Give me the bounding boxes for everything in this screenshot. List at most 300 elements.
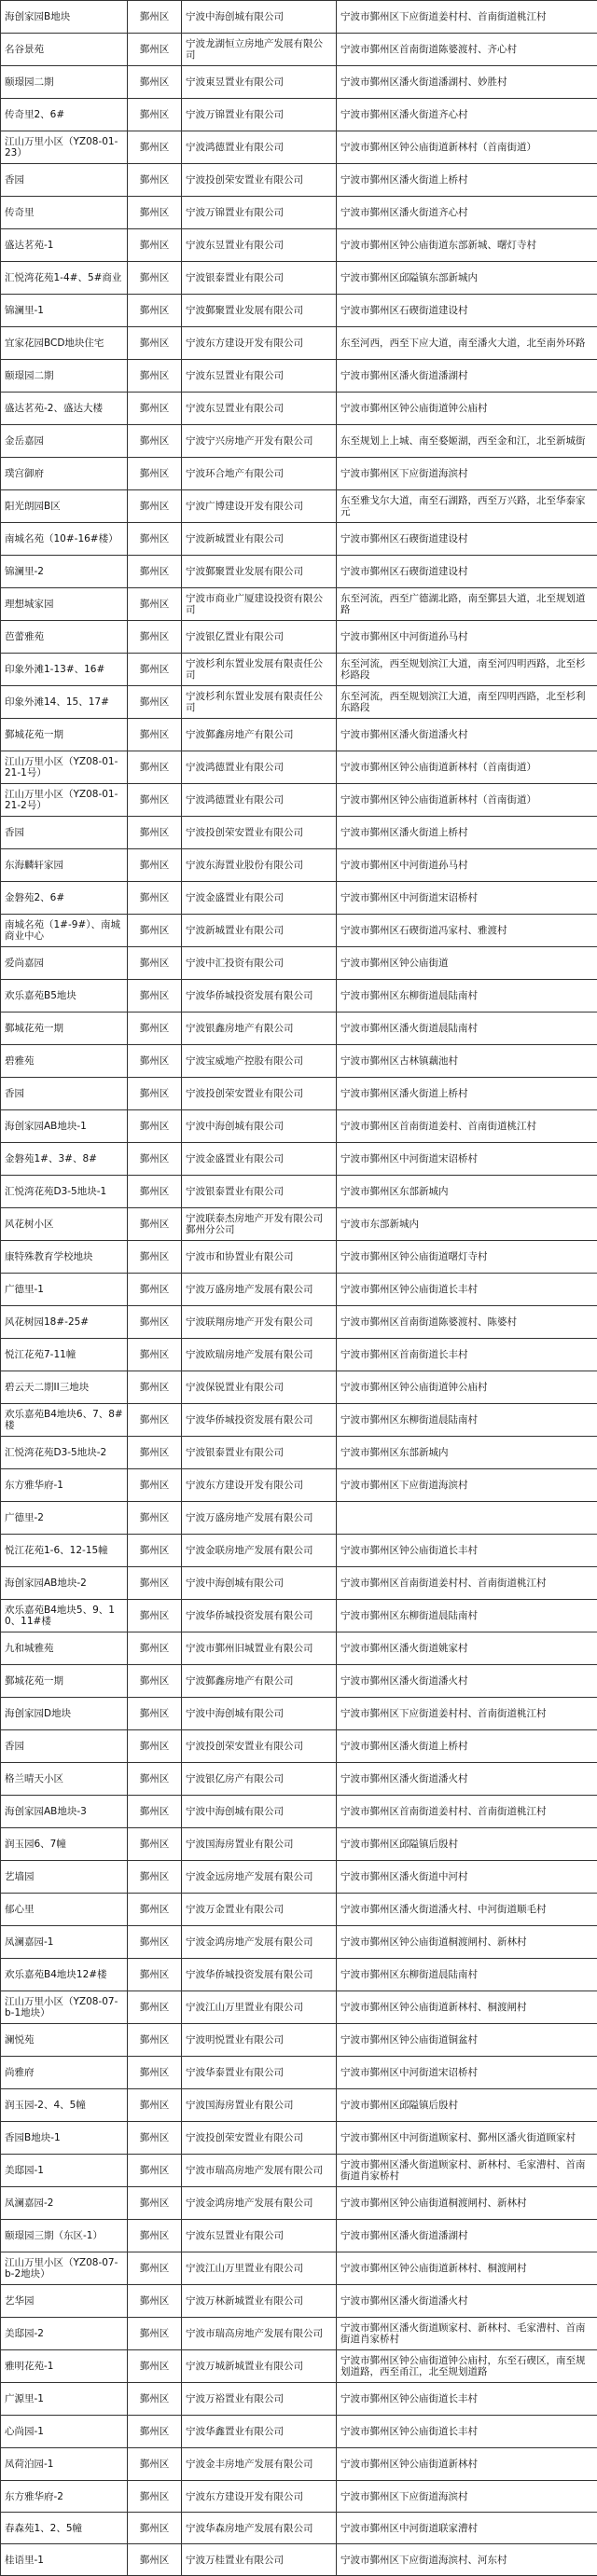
project-name-cell: 鄞城花苑一期	[1, 1665, 128, 1698]
developer-cell: 宁波中海创城有限公司	[182, 1567, 337, 1600]
location-cell: 宁波市鄞州区东柳街道晨陆南村	[337, 1959, 597, 1991]
district-cell: 鄞州区	[128, 882, 182, 915]
developer-cell: 宁波万盛房地产发展有限公司	[182, 1502, 337, 1535]
table-row	[1, 1632, 597, 1665]
location-cell: 东至规划上上城、南至婺姬湖，西至金和江，北至新城街	[337, 425, 597, 458]
district-cell: 鄞州区	[128, 784, 182, 817]
project-name-cell: 广源里-1	[1, 2383, 128, 2416]
location-cell: 宁波市鄞州区钟公庙街道新林村	[337, 2448, 597, 2481]
developer-cell: 宁波华侨城投资发展有限公司	[182, 1959, 337, 1991]
district-cell: 鄞州区	[128, 817, 182, 849]
project-name-cell: 颐璟园二期	[1, 66, 128, 99]
location-cell: 东至河流，西至规划滨江大道，南至河四明西路，北至杉杉路段	[337, 654, 597, 686]
table-row	[1, 1959, 597, 1991]
project-name-cell: 欢乐嘉苑B4地块6、7、8#楼	[1, 1404, 128, 1437]
developer-cell: 宁波市瑞高房地产发展有限公司	[182, 2155, 337, 2187]
project-name-cell: 名谷景苑	[1, 34, 128, 66]
location-cell: 宁波市鄞州区中河街道宋诏桥村	[337, 2057, 597, 2089]
table-row	[1, 1176, 597, 1208]
project-name-cell: 汇悦湾花苑D3-5地块-2	[1, 1437, 128, 1469]
location-cell: 宁波市鄞州区潘火街道上桥村	[337, 1730, 597, 1763]
location-cell: 宁波市鄞州区石碶街道建设村	[337, 556, 597, 588]
project-name-cell: 颐璟园二期	[1, 360, 128, 393]
district-cell: 鄞州区	[128, 1502, 182, 1535]
location-cell: 宁波市鄞州区首南街道陈婆渡村、齐心村	[337, 34, 597, 66]
project-name-cell: 盛达茗苑-1	[1, 229, 128, 262]
district-cell: 鄞州区	[128, 1600, 182, 1632]
project-name-cell: 欢乐嘉苑B4地块5、9、10、11#楼	[1, 1600, 128, 1632]
developer-cell: 宁波东方建设开发有限公司	[182, 327, 337, 360]
location-cell: 宁波市鄞州区中河街道联家漕村	[337, 2513, 597, 2544]
table-row	[1, 719, 597, 751]
district-cell: 鄞州区	[128, 458, 182, 490]
location-cell: 宁波市东部新城内	[337, 1208, 597, 1241]
district-cell: 鄞州区	[128, 2481, 182, 2513]
developer-cell: 宁波宝威地产控股有限公司	[182, 1045, 337, 1078]
district-cell: 鄞州区	[128, 621, 182, 654]
district-cell: 鄞州区	[128, 1665, 182, 1698]
developer-cell: 宁波华侨城投资发展有限公司	[182, 1404, 337, 1437]
table-row	[1, 1535, 597, 1567]
project-name-cell: 雅明花苑-1	[1, 2350, 128, 2383]
location-cell: 宁波市鄞州区潘火街道潘火村	[337, 1763, 597, 1796]
district-cell: 鄞州区	[128, 556, 182, 588]
district-cell: 鄞州区	[128, 1208, 182, 1241]
location-cell: 宁波市鄞州区潘火街道潘湖村	[337, 360, 597, 393]
developer-cell: 宁波银鑫房地产有限公司	[182, 1012, 337, 1045]
location-cell: 宁波市鄞州区潘火街道潘火村	[337, 719, 597, 751]
table-row	[1, 2544, 597, 2576]
location-cell: 宁波市鄞州区东柳街道晨陆南村	[337, 980, 597, 1012]
district-cell: 鄞州区	[128, 1371, 182, 1404]
district-cell: 鄞州区	[128, 1567, 182, 1600]
table-row	[1, 556, 597, 588]
table-row	[1, 1730, 597, 1763]
district-cell: 鄞州区	[128, 2057, 182, 2089]
project-name-cell: 东方雅华府-2	[1, 2481, 128, 2513]
table-row	[1, 131, 597, 164]
table-row	[1, 425, 597, 458]
district-cell: 鄞州区	[128, 588, 182, 621]
project-name-cell: 盛达茗苑-2、盛达大楼	[1, 393, 128, 425]
location-cell: 宁波市鄞州区潘火街道上桥村	[337, 164, 597, 197]
district-cell: 鄞州区	[128, 915, 182, 947]
location-cell: 宁波市鄞州区钟公庙街道长丰村	[337, 1535, 597, 1567]
location-cell: 宁波市鄞州区首南街道姜村村、首南街道桃江村	[337, 1567, 597, 1600]
table-row	[1, 1763, 597, 1796]
developer-cell: 宁波江山万里置业有限公司	[182, 2252, 337, 2285]
project-name-cell: 南城名苑（10#-16#楼）	[1, 523, 128, 556]
table-row	[1, 327, 597, 360]
project-name-cell: 海创家园AB地块-2	[1, 1567, 128, 1600]
developer-cell: 宁波华侨城投资发展有限公司	[182, 980, 337, 1012]
district-cell: 鄞州区	[128, 1535, 182, 1567]
location-cell: 宁波市鄞州区东部新城内	[337, 1176, 597, 1208]
developer-cell: 宁波金远房地产发展有限公司	[182, 1861, 337, 1894]
table-row	[1, 490, 597, 523]
project-name-cell: 金磐苑1#、3#、8#	[1, 1143, 128, 1176]
district-cell: 鄞州区	[128, 719, 182, 751]
location-cell: 宁波市鄞州区首南街道姜村、首南街道桃江村	[337, 1110, 597, 1143]
location-cell: 宁波市鄞州区首南街道姜村村、首南街道桃江村	[337, 1796, 597, 1828]
table-row	[1, 2318, 597, 2350]
developer-cell: 宁波万桂置业有限公司	[182, 2544, 337, 2576]
project-name-cell: 美邸园-1	[1, 2155, 128, 2187]
table-row	[1, 393, 597, 425]
location-cell	[337, 1502, 597, 1535]
table-row	[1, 458, 597, 490]
project-name-cell: 海创家园B地块	[1, 1, 128, 34]
project-name-cell: 东海麟轩家园	[1, 849, 128, 882]
table-row	[1, 654, 597, 686]
project-name-cell: 九和城雅苑	[1, 1632, 128, 1665]
table-row	[1, 1012, 597, 1045]
table-row	[1, 1371, 597, 1404]
table-row	[1, 295, 597, 327]
developer-cell: 宁波鸿德置业有限公司	[182, 784, 337, 817]
table-row	[1, 2220, 597, 2252]
location-cell: 宁波市鄞州区古林镇藕池村	[337, 1045, 597, 1078]
location-cell: 宁波市鄞州区潘火街道上桥村	[337, 817, 597, 849]
developer-cell: 宁波华泰置业有限公司	[182, 2057, 337, 2089]
developer-cell: 宁波市和协置业有限公司	[182, 1241, 337, 1274]
location-cell: 宁波市鄞州区潘火街道晨陆南村	[337, 1012, 597, 1045]
developer-cell: 宁波国海房置业有限公司	[182, 2089, 337, 2122]
district-cell: 鄞州区	[128, 1698, 182, 1730]
district-cell: 鄞州区	[128, 1763, 182, 1796]
developer-cell: 宁波银泰置业有限公司	[182, 262, 337, 295]
district-cell: 鄞州区	[128, 1012, 182, 1045]
project-name-cell: 春森苑1、2、5幢	[1, 2513, 128, 2544]
district-cell: 鄞州区	[128, 2285, 182, 2318]
developer-cell: 宁波华鑫置业有限公司	[182, 2416, 337, 2448]
district-cell: 鄞州区	[128, 1045, 182, 1078]
project-name-cell: 澜悦苑	[1, 2024, 128, 2057]
project-name-cell: 心尚园-1	[1, 2416, 128, 2448]
project-name-cell: 鄞城花苑一期	[1, 1012, 128, 1045]
location-cell: 宁波市鄞州区下应街道海滨村	[337, 458, 597, 490]
project-name-cell: 香园	[1, 1730, 128, 1763]
project-name-cell: 凤澜嘉园-2	[1, 2187, 128, 2220]
district-cell: 鄞州区	[128, 34, 182, 66]
location-cell: 宁波市鄞州区邱隘镇后殷村	[337, 1828, 597, 1861]
district-cell: 鄞州区	[128, 1730, 182, 1763]
district-cell: 鄞州区	[128, 686, 182, 719]
developer-cell: 宁波投创荣安置业有限公司	[182, 1730, 337, 1763]
table-row	[1, 262, 597, 295]
district-cell: 鄞州区	[128, 425, 182, 458]
developer-cell: 宁波金联房地产发展有限公司	[182, 1535, 337, 1567]
table-row	[1, 2057, 597, 2089]
table-row	[1, 2416, 597, 2448]
location-cell: 宁波市鄞州区中河街道孙马村	[337, 621, 597, 654]
district-cell: 鄞州区	[128, 1110, 182, 1143]
district-cell: 鄞州区	[128, 1078, 182, 1110]
table-row	[1, 1208, 597, 1241]
district-cell: 鄞州区	[128, 849, 182, 882]
district-cell: 鄞州区	[128, 1306, 182, 1339]
table-row	[1, 1469, 597, 1502]
location-cell: 宁波市鄞州区钟公庙街道钟公庙村，东至石碶区，南至规划道路，西至甬江，北至规划道路	[337, 2350, 597, 2383]
location-cell: 宁波市鄞州区钟公庙街道新林村（首南街道）	[337, 784, 597, 817]
table-row	[1, 2089, 597, 2122]
developer-cell: 宁波龙湖恒立房地产发展有限公司	[182, 34, 337, 66]
district-cell: 鄞州区	[128, 2220, 182, 2252]
project-name-cell: 润玉园6、7幢	[1, 1828, 128, 1861]
location-cell: 宁波市鄞州区石碶街道冯家村、雅渡村	[337, 915, 597, 947]
table-row	[1, 1143, 597, 1176]
project-name-cell: 东方雅华府-1	[1, 1469, 128, 1502]
project-name-cell: 格兰晴天小区	[1, 1763, 128, 1796]
district-cell: 鄞州区	[128, 2024, 182, 2057]
developer-cell: 宁波银亿置业有限公司	[182, 621, 337, 654]
developer-cell: 宁波中海创城有限公司	[182, 1796, 337, 1828]
project-name-cell: 康特殊教育学校地块	[1, 1241, 128, 1274]
district-cell: 鄞州区	[128, 2187, 182, 2220]
developer-cell: 宁波万裕置业有限公司	[182, 2383, 337, 2416]
district-cell: 鄞州区	[128, 1404, 182, 1437]
developer-cell: 宁波银泰置业有限公司	[182, 1437, 337, 1469]
developer-cell: 宁波新城置业有限公司	[182, 523, 337, 556]
location-cell: 宁波市鄞州区钟公庙街道曙灯寺村	[337, 1241, 597, 1274]
location-cell: 宁波市鄞州区首南街道长丰村	[337, 1339, 597, 1371]
location-cell: 宁波市鄞州区钟公庙街道长丰村	[337, 2416, 597, 2448]
location-cell: 宁波市鄞州区下应街道海滨村	[337, 2481, 597, 2513]
table-row	[1, 1894, 597, 1926]
project-name-cell: 香园	[1, 1078, 128, 1110]
developer-cell: 宁波鸿德置业有限公司	[182, 751, 337, 784]
project-name-cell: 颐璟园三期（东区-1）	[1, 2220, 128, 2252]
location-cell: 宁波市鄞州区东部新城内	[337, 1437, 597, 1469]
project-name-cell: 香园	[1, 817, 128, 849]
table-row	[1, 1339, 597, 1371]
district-cell: 鄞州区	[128, 2155, 182, 2187]
project-name-cell: 锦澜里-1	[1, 295, 128, 327]
project-name-cell: 碧雅苑	[1, 1045, 128, 1078]
district-cell: 鄞州区	[128, 1926, 182, 1959]
table-row	[1, 2383, 597, 2416]
developer-cell: 宁波杉利东置业发展有限责任公司	[182, 654, 337, 686]
table-row	[1, 1698, 597, 1730]
table-row	[1, 1, 597, 34]
district-cell: 鄞州区	[128, 164, 182, 197]
project-name-cell: 润玉园-2、4、5幢	[1, 2089, 128, 2122]
developer-cell: 宁波保锐置业有限公司	[182, 1371, 337, 1404]
developer-cell: 宁波东方建设开发有限公司	[182, 2481, 337, 2513]
project-name-cell: 海创家园D地块	[1, 1698, 128, 1730]
developer-cell: 宁波东昱置业有限公司	[182, 2220, 337, 2252]
table-row	[1, 1991, 597, 2024]
project-name-cell: 欢乐嘉苑B4地块12#楼	[1, 1959, 128, 1991]
project-name-cell: 艺墙园	[1, 1861, 128, 1894]
developer-cell: 宁波市瑞高房地产发展有限公司	[182, 2318, 337, 2350]
district-cell: 鄞州区	[128, 2448, 182, 2481]
table-row	[1, 1078, 597, 1110]
developer-cell: 宁波东昱置业有限公司	[182, 360, 337, 393]
location-cell: 宁波市鄞州区钟公庙街道钟公庙村	[337, 393, 597, 425]
district-cell: 鄞州区	[128, 2122, 182, 2155]
project-name-cell: 海创家园AB地块-3	[1, 1796, 128, 1828]
project-name-cell: 风花树园18#-25#	[1, 1306, 128, 1339]
table-row	[1, 2024, 597, 2057]
developer-cell: 宁波宁兴房地产开发有限公司	[182, 425, 337, 458]
district-cell: 鄞州区	[128, 751, 182, 784]
project-name-cell: 江山万里小区（YZ08-07-b-1地块）	[1, 1991, 128, 2024]
table-row	[1, 2481, 597, 2513]
developer-cell: 宁波东方建设开发有限公司	[182, 1469, 337, 1502]
table-row	[1, 1828, 597, 1861]
table-row	[1, 1567, 597, 1600]
developer-cell: 宁波投创荣安置业有限公司	[182, 817, 337, 849]
developer-cell: 宁波联泰杰房地产开发有限公司鄞州分公司	[182, 1208, 337, 1241]
location-cell: 宁波市鄞州区潘火街道潘火村、中河街道顺毛村	[337, 1894, 597, 1926]
project-name-cell: 欢乐嘉苑B5地块	[1, 980, 128, 1012]
district-cell: 鄞州区	[128, 2383, 182, 2416]
developer-cell: 宁波新城置业有限公司	[182, 915, 337, 947]
location-cell: 宁波市鄞州区潘火街道姚家村	[337, 1632, 597, 1665]
developer-cell: 宁波万锦置业有限公司	[182, 99, 337, 131]
developer-cell: 宁波金鸿房地产发展有限公司	[182, 1926, 337, 1959]
district-cell: 鄞州区	[128, 1143, 182, 1176]
project-name-cell: 汇悦湾花苑1-4#、5#商业	[1, 262, 128, 295]
location-cell: 宁波市鄞州区潘火街道顾家村、新林村、毛家漕村、首南街道肖家桥村	[337, 2155, 597, 2187]
table-row	[1, 751, 597, 784]
table-row	[1, 2155, 597, 2187]
location-cell: 宁波市鄞州区钟公庙街道新林村、桐渡闸村	[337, 1991, 597, 2024]
location-cell: 宁波市鄞州区东柳街道晨陆南村	[337, 1600, 597, 1632]
table-row	[1, 1926, 597, 1959]
district-cell: 鄞州区	[128, 2089, 182, 2122]
location-cell: 宁波市鄞州区下应街道姜村村、首南街道桃江村	[337, 1698, 597, 1730]
location-cell: 宁波市鄞州区钟公庙街道新林村（首南街道）	[337, 131, 597, 164]
developer-cell: 宁波鄞聚置业发展有限公司	[182, 556, 337, 588]
location-cell: 宁波市鄞州区下应街道海滨村	[337, 1469, 597, 1502]
developer-cell: 宁波银亿房产有限公司	[182, 1763, 337, 1796]
table-row	[1, 1241, 597, 1274]
project-name-cell: 南城名苑（1#-9#）、南城商业中心	[1, 915, 128, 947]
location-cell: 宁波市鄞州区潘火街道齐心村	[337, 99, 597, 131]
project-name-cell: 凤荷泊园-1	[1, 2448, 128, 2481]
developer-cell: 宁波东昱置业有限公司	[182, 393, 337, 425]
table-row	[1, 1274, 597, 1306]
developer-cell: 宁波万锦置业有限公司	[182, 197, 337, 229]
table-row	[1, 1502, 597, 1535]
district-cell: 鄞州区	[128, 1632, 182, 1665]
district-cell: 鄞州区	[128, 1339, 182, 1371]
district-cell: 鄞州区	[128, 262, 182, 295]
district-cell: 鄞州区	[128, 523, 182, 556]
location-cell: 宁波市鄞州区钟公庙街道东部新城、曙灯寺村	[337, 229, 597, 262]
project-name-cell: 悦江花苑7-11幢	[1, 1339, 128, 1371]
district-cell: 鄞州区	[128, 2318, 182, 2350]
table-body	[1, 1, 597, 2576]
location-cell: 东至河流，西至规划滨江大道，南至四明西路，北至杉利东路段	[337, 686, 597, 719]
table-row	[1, 2285, 597, 2318]
table-row	[1, 588, 597, 621]
developer-cell: 宁波投创荣安置业有限公司	[182, 2122, 337, 2155]
location-cell: 宁波市鄞州区潘火街道潘火村	[337, 1665, 597, 1698]
developer-cell: 宁波金盛置业有限公司	[182, 1143, 337, 1176]
developer-cell: 宁波万盛房地产发展有限公司	[182, 1274, 337, 1306]
district-cell: 鄞州区	[128, 947, 182, 980]
developer-cell: 宁波银泰置业有限公司	[182, 1176, 337, 1208]
project-name-cell: 江山万里小区（YZ08-01-21-1号）	[1, 751, 128, 784]
table-row	[1, 849, 597, 882]
table-row	[1, 229, 597, 262]
table-row	[1, 164, 597, 197]
district-cell: 鄞州区	[128, 1894, 182, 1926]
project-name-cell: 印象外滩14、15、17#	[1, 686, 128, 719]
project-name-cell: 锦澜里-2	[1, 556, 128, 588]
location-cell: 东至河西，西至下应大道，南至潘火大道，北至南外环路	[337, 327, 597, 360]
table-row	[1, 1306, 597, 1339]
table-row	[1, 2350, 597, 2383]
developer-cell: 宁波中汇投资有限公司	[182, 947, 337, 980]
district-cell: 鄞州区	[128, 1991, 182, 2024]
project-name-cell: 汇悦湾花苑D3-5地块-1	[1, 1176, 128, 1208]
table-row	[1, 1045, 597, 1078]
project-name-cell: 金磐苑2、6#	[1, 882, 128, 915]
district-cell: 鄞州区	[128, 229, 182, 262]
table-row	[1, 882, 597, 915]
table-row	[1, 2513, 597, 2544]
project-name-cell: 江山万里小区（YZ08-01-21-2号）	[1, 784, 128, 817]
location-cell: 宁波市鄞州区潘火街道中河村	[337, 1861, 597, 1894]
developer-cell: 宁波万金置业有限公司	[182, 1894, 337, 1926]
district-cell: 鄞州区	[128, 1959, 182, 1991]
developer-cell: 宁波鄞聚置业发展有限公司	[182, 295, 337, 327]
district-cell: 鄞州区	[128, 1861, 182, 1894]
project-name-cell: 郁心里	[1, 1894, 128, 1926]
location-cell: 宁波市鄞州区首南街道陈婆渡村、陈婆村	[337, 1306, 597, 1339]
project-name-cell: 江山万里小区（YZ08-07-b-2地块）	[1, 2252, 128, 2285]
developer-cell: 宁波江山万里置业有限公司	[182, 1991, 337, 2024]
district-cell: 鄞州区	[128, 1828, 182, 1861]
project-name-cell: 宜家花园BCD地块住宅	[1, 327, 128, 360]
developer-cell: 宁波中海创城有限公司	[182, 1, 337, 34]
table-row	[1, 1110, 597, 1143]
developer-cell: 宁波联翔房地产开发有限公司	[182, 1306, 337, 1339]
developer-cell: 宁波金鸿房地产发展有限公司	[182, 2187, 337, 2220]
district-cell: 鄞州区	[128, 2544, 182, 2576]
table-row	[1, 1437, 597, 1469]
table-row	[1, 523, 597, 556]
project-name-cell: 传奇里	[1, 197, 128, 229]
location-cell: 宁波市鄞州区钟公庙街道钟公庙村	[337, 1371, 597, 1404]
project-name-cell: 爱尚嘉园	[1, 947, 128, 980]
developer-cell: 宁波投创荣安置业有限公司	[182, 164, 337, 197]
district-cell: 鄞州区	[128, 2513, 182, 2544]
district-cell: 鄞州区	[128, 1241, 182, 1274]
district-cell: 鄞州区	[128, 1796, 182, 1828]
developer-cell: 宁波国海房置业有限公司	[182, 1828, 337, 1861]
district-cell: 鄞州区	[128, 1469, 182, 1502]
developer-cell: 宁波鸿德置业有限公司	[182, 131, 337, 164]
developer-cell: 宁波中海创城有限公司	[182, 1698, 337, 1730]
developer-cell: 宁波鄞鑫房地产有限公司	[182, 719, 337, 751]
location-cell: 宁波市鄞州区下应街道姜村村、首南街道桃江村	[337, 1, 597, 34]
district-cell: 鄞州区	[128, 197, 182, 229]
district-cell: 鄞州区	[128, 2350, 182, 2383]
project-name-cell: 广德里-1	[1, 1274, 128, 1306]
project-name-cell: 传奇里2、6#	[1, 99, 128, 131]
location-cell: 宁波市鄞州区钟公庙街道新林村（首南街道）	[337, 751, 597, 784]
project-name-cell: 鄞城花苑一期	[1, 719, 128, 751]
location-cell: 宁波市鄞州区邱隘镇东部新城内	[337, 262, 597, 295]
location-cell: 宁波市鄞州区潘火街道顾家村、新林村、毛家漕村、首南街道肖家桥村	[337, 2318, 597, 2350]
developer-cell: 宁波中海创城有限公司	[182, 1110, 337, 1143]
district-cell: 鄞州区	[128, 1437, 182, 1469]
